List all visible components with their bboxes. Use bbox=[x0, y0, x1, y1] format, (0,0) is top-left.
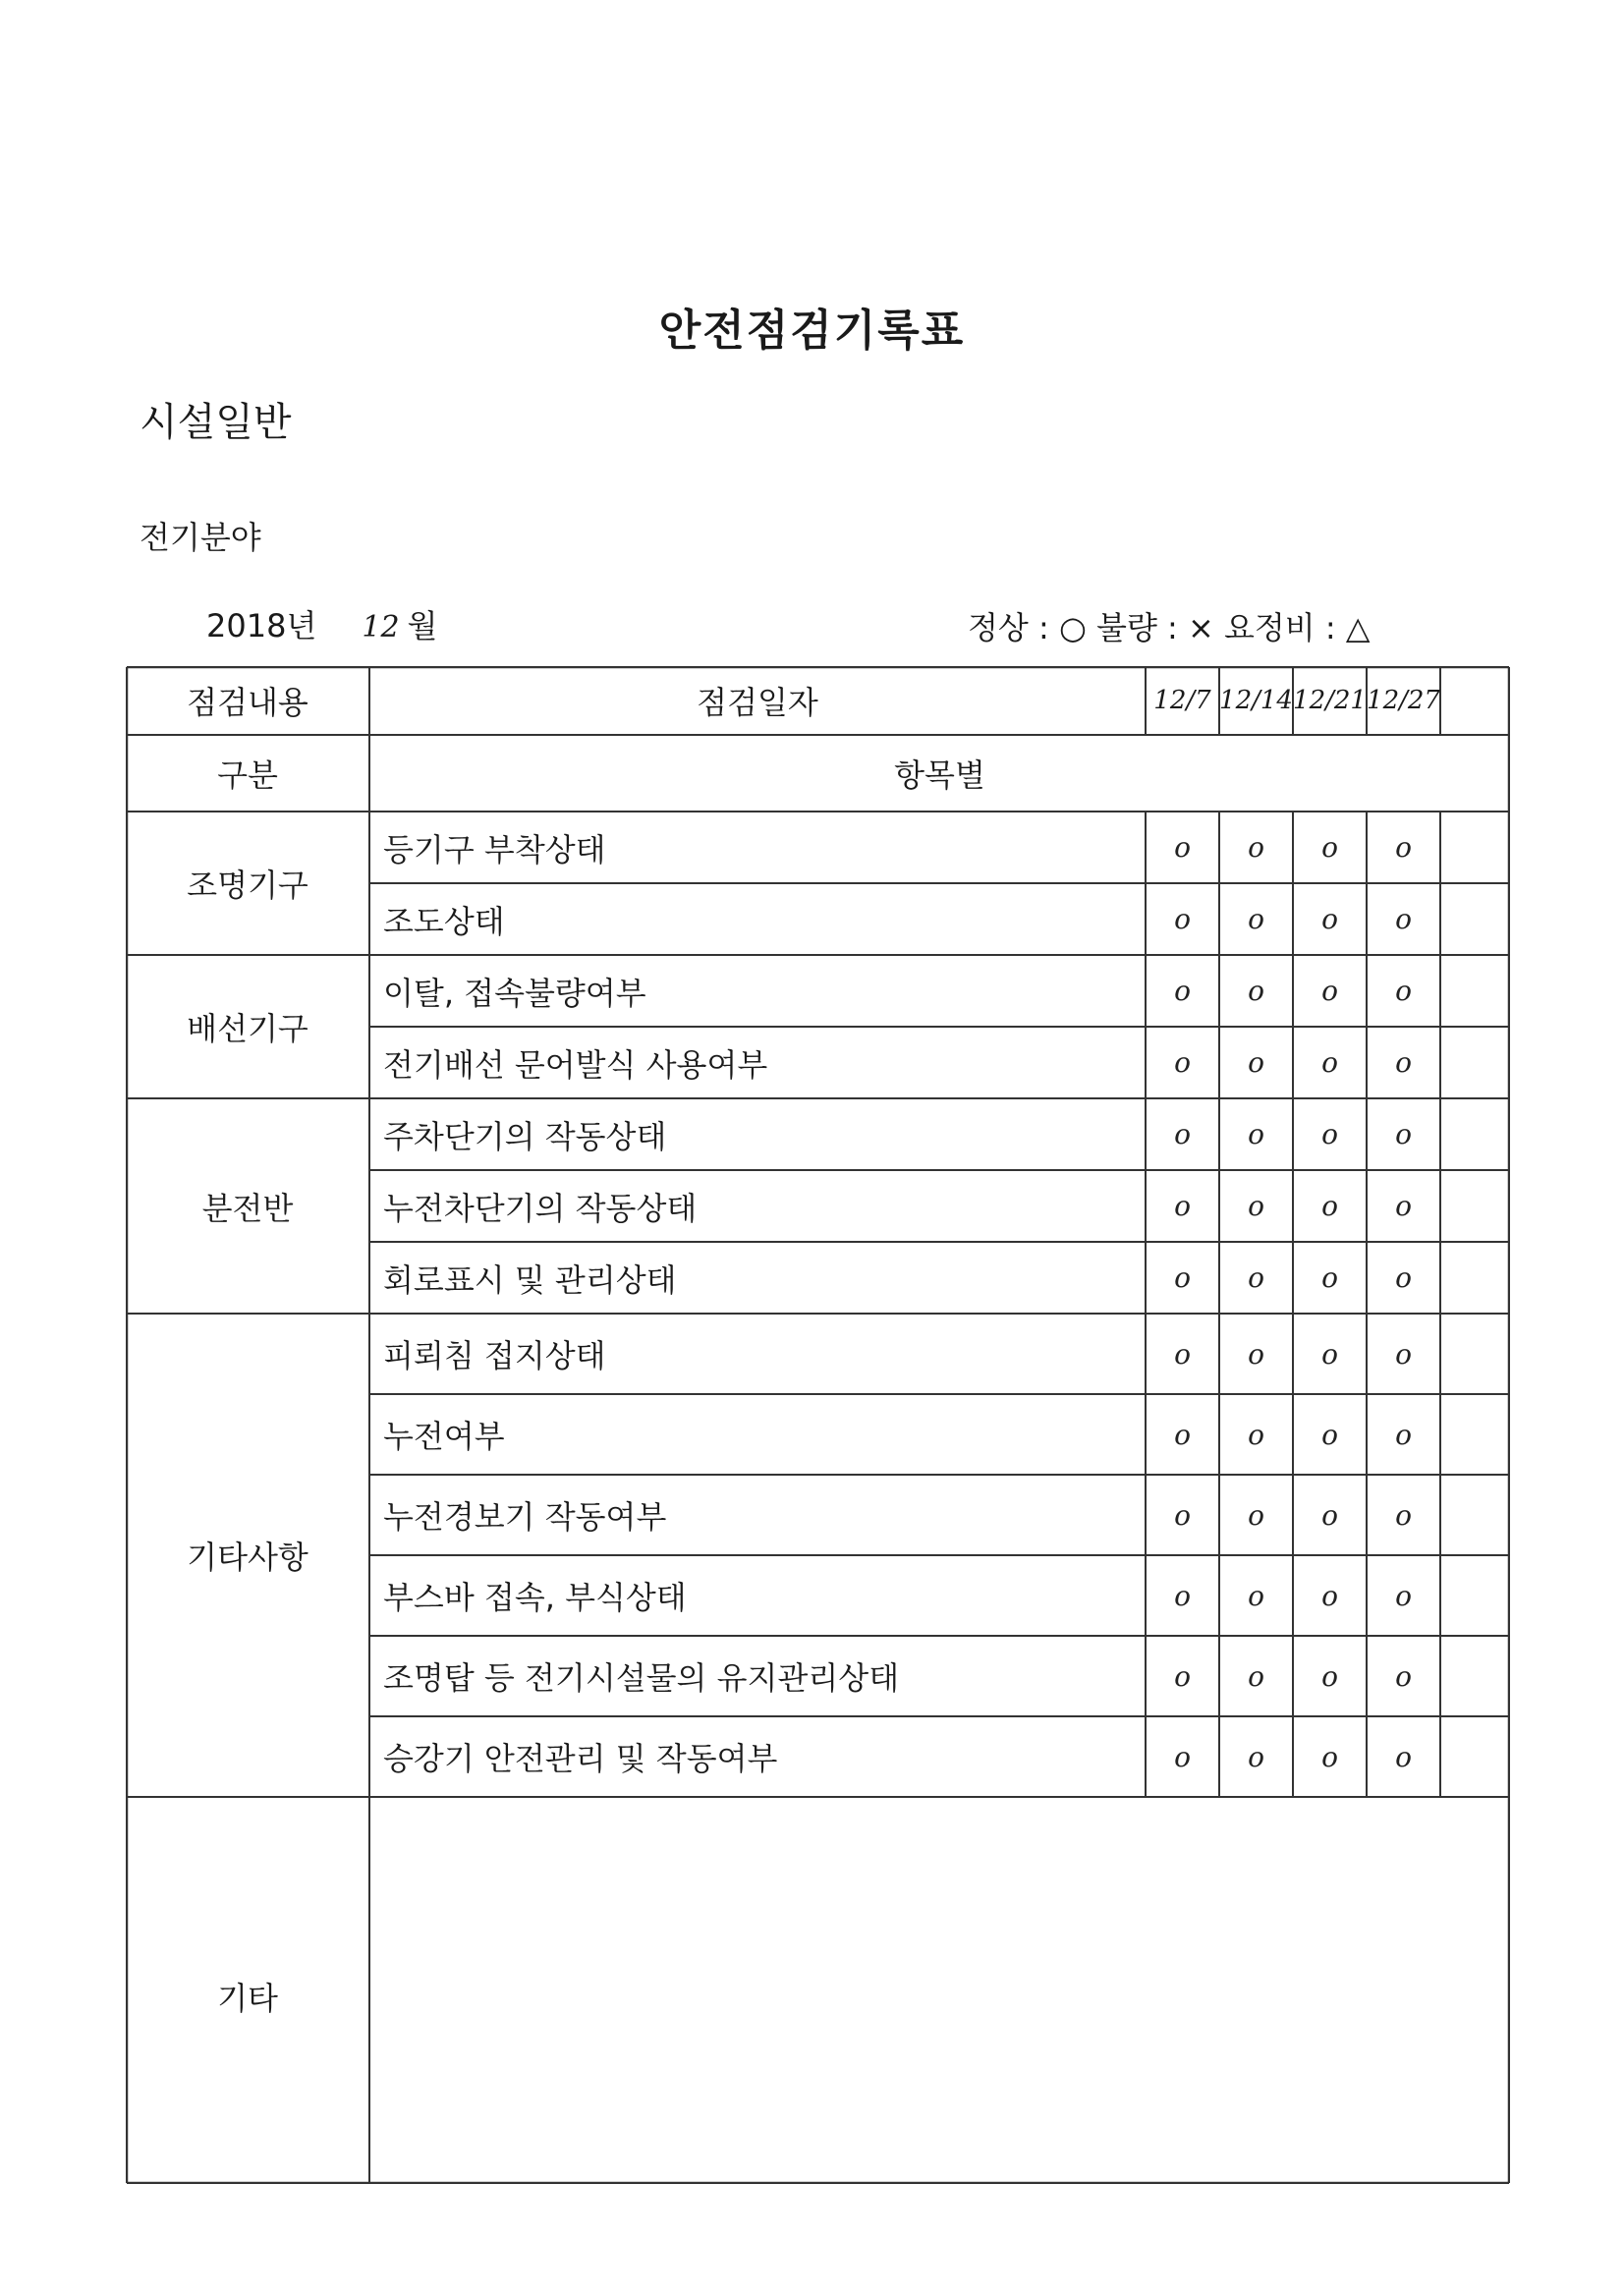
facility-category: 시설일반 bbox=[140, 400, 292, 445]
status-mark bbox=[1440, 1394, 1514, 1475]
status-mark bbox=[1440, 1555, 1514, 1636]
inspection-item: 이탈, 접속불량여부 bbox=[383, 974, 646, 1012]
status-mark: o bbox=[1321, 1498, 1338, 1532]
status-mark: o bbox=[1321, 1190, 1338, 1222]
inspection-item: 등기구 부착상태 bbox=[383, 830, 606, 868]
status-mark: o bbox=[1174, 1418, 1191, 1451]
status-mark: o bbox=[1321, 975, 1338, 1007]
status-legend: 정상 : ○ 불량 : × 요정비 : △ bbox=[968, 609, 1371, 646]
status-mark: o bbox=[1395, 1740, 1412, 1773]
status-mark: o bbox=[1395, 1498, 1412, 1532]
header-category: 구분 bbox=[217, 756, 278, 794]
status-mark: o bbox=[1174, 1740, 1191, 1773]
status-mark: o bbox=[1174, 903, 1191, 935]
status-mark: o bbox=[1174, 1498, 1191, 1532]
status-mark bbox=[1440, 1716, 1514, 1797]
date-cell bbox=[1440, 666, 1514, 735]
status-mark bbox=[1440, 1475, 1514, 1555]
inspection-item: 피뢰침 접지상태 bbox=[383, 1337, 606, 1374]
header-item: 항목별 bbox=[894, 756, 985, 794]
inspection-item: 조명탑 등 전기시설물의 유지관리상태 bbox=[383, 1659, 900, 1697]
status-mark: o bbox=[1395, 1190, 1412, 1222]
status-mark: o bbox=[1321, 1261, 1338, 1294]
field-label: 전기분야 bbox=[140, 519, 261, 556]
status-mark: o bbox=[1395, 1579, 1412, 1612]
status-mark: o bbox=[1321, 903, 1338, 935]
status-mark: o bbox=[1248, 831, 1264, 864]
status-mark: o bbox=[1321, 1046, 1338, 1079]
status-mark bbox=[1440, 812, 1514, 883]
status-mark: o bbox=[1248, 1261, 1264, 1294]
status-mark: o bbox=[1174, 1337, 1191, 1371]
document-title: 안전점검기록표 bbox=[658, 306, 966, 356]
inspection-item: 누전차단기의 작동상태 bbox=[383, 1189, 698, 1227]
status-mark bbox=[1440, 1098, 1514, 1170]
inspection-item: 조도상태 bbox=[383, 902, 505, 940]
date-cell: 12/21 bbox=[1293, 686, 1367, 715]
status-mark: o bbox=[1174, 1261, 1191, 1294]
status-mark: o bbox=[1321, 1418, 1338, 1451]
status-mark bbox=[1440, 1636, 1514, 1716]
date-cell: 12/14 bbox=[1219, 686, 1293, 715]
inspection-item: 부스바 접속, 부식상태 bbox=[383, 1579, 687, 1616]
status-mark: o bbox=[1395, 1659, 1412, 1693]
status-mark: o bbox=[1321, 1659, 1338, 1693]
inspection-item: 누전경보기 작동여부 bbox=[383, 1498, 667, 1536]
status-mark: o bbox=[1248, 1418, 1264, 1451]
status-mark: o bbox=[1395, 1418, 1412, 1451]
status-mark: o bbox=[1174, 1579, 1191, 1612]
category-cell: 분전반 bbox=[201, 1189, 294, 1227]
status-mark bbox=[1440, 1314, 1514, 1394]
category-cell: 배선기구 bbox=[187, 1010, 308, 1047]
status-mark: o bbox=[1395, 1337, 1412, 1371]
status-mark: o bbox=[1395, 975, 1412, 1007]
status-mark: o bbox=[1174, 1046, 1191, 1079]
status-mark: o bbox=[1395, 1261, 1412, 1294]
status-mark bbox=[1440, 1170, 1514, 1242]
status-mark: o bbox=[1248, 1659, 1264, 1693]
status-mark bbox=[1440, 955, 1514, 1027]
status-mark: o bbox=[1321, 1337, 1338, 1371]
date-cell: 12/7 bbox=[1153, 686, 1211, 715]
inspection-item: 주차단기의 작동상태 bbox=[383, 1117, 667, 1155]
header-inspection-date: 점검일자 bbox=[697, 684, 818, 721]
inspection-item: 회로표시 및 관리상태 bbox=[383, 1260, 677, 1299]
status-mark: o bbox=[1248, 903, 1264, 935]
status-mark: o bbox=[1174, 831, 1191, 864]
inspection-table bbox=[126, 666, 1510, 2184]
status-mark: o bbox=[1248, 1740, 1264, 1773]
status-mark: o bbox=[1174, 1118, 1191, 1150]
status-mark: o bbox=[1321, 1579, 1338, 1612]
status-mark: o bbox=[1321, 1740, 1338, 1773]
inspection-item: 승강기 안전관리 및 작동여부 bbox=[383, 1740, 778, 1777]
status-mark bbox=[1440, 1242, 1514, 1314]
date-cell: 12/27 bbox=[1367, 686, 1440, 715]
other-label: 기타 bbox=[217, 1979, 278, 2017]
status-mark: o bbox=[1174, 975, 1191, 1007]
status-mark: o bbox=[1395, 903, 1412, 935]
status-mark: o bbox=[1248, 1118, 1264, 1150]
inspection-item: 누전여부 bbox=[383, 1418, 505, 1455]
status-mark: o bbox=[1395, 1046, 1412, 1079]
status-mark: o bbox=[1248, 1498, 1264, 1532]
inspection-period bbox=[206, 601, 437, 646]
month-value: 12 bbox=[362, 610, 400, 644]
status-mark: o bbox=[1321, 831, 1338, 864]
status-mark: o bbox=[1248, 975, 1264, 1007]
header-inspection-content: 점검내용 bbox=[187, 684, 308, 721]
status-mark: o bbox=[1248, 1337, 1264, 1371]
status-mark: o bbox=[1395, 1118, 1412, 1150]
category-cell: 기타사항 bbox=[187, 1539, 308, 1576]
status-mark bbox=[1440, 1027, 1514, 1098]
year-label: 2018년 bbox=[206, 607, 317, 644]
status-mark: o bbox=[1248, 1579, 1264, 1612]
status-mark: o bbox=[1248, 1190, 1264, 1222]
status-mark: o bbox=[1395, 831, 1412, 864]
status-mark: o bbox=[1174, 1190, 1191, 1222]
status-mark: o bbox=[1248, 1046, 1264, 1079]
status-mark: o bbox=[1321, 1118, 1338, 1150]
inspection-item: 전기배선 문어발식 사용여부 bbox=[383, 1045, 768, 1084]
status-mark bbox=[1440, 883, 1514, 955]
status-mark: o bbox=[1174, 1659, 1191, 1693]
month-label: 월 bbox=[407, 607, 438, 644]
category-cell: 조명기구 bbox=[187, 867, 308, 904]
other-notes bbox=[369, 1797, 1524, 2195]
